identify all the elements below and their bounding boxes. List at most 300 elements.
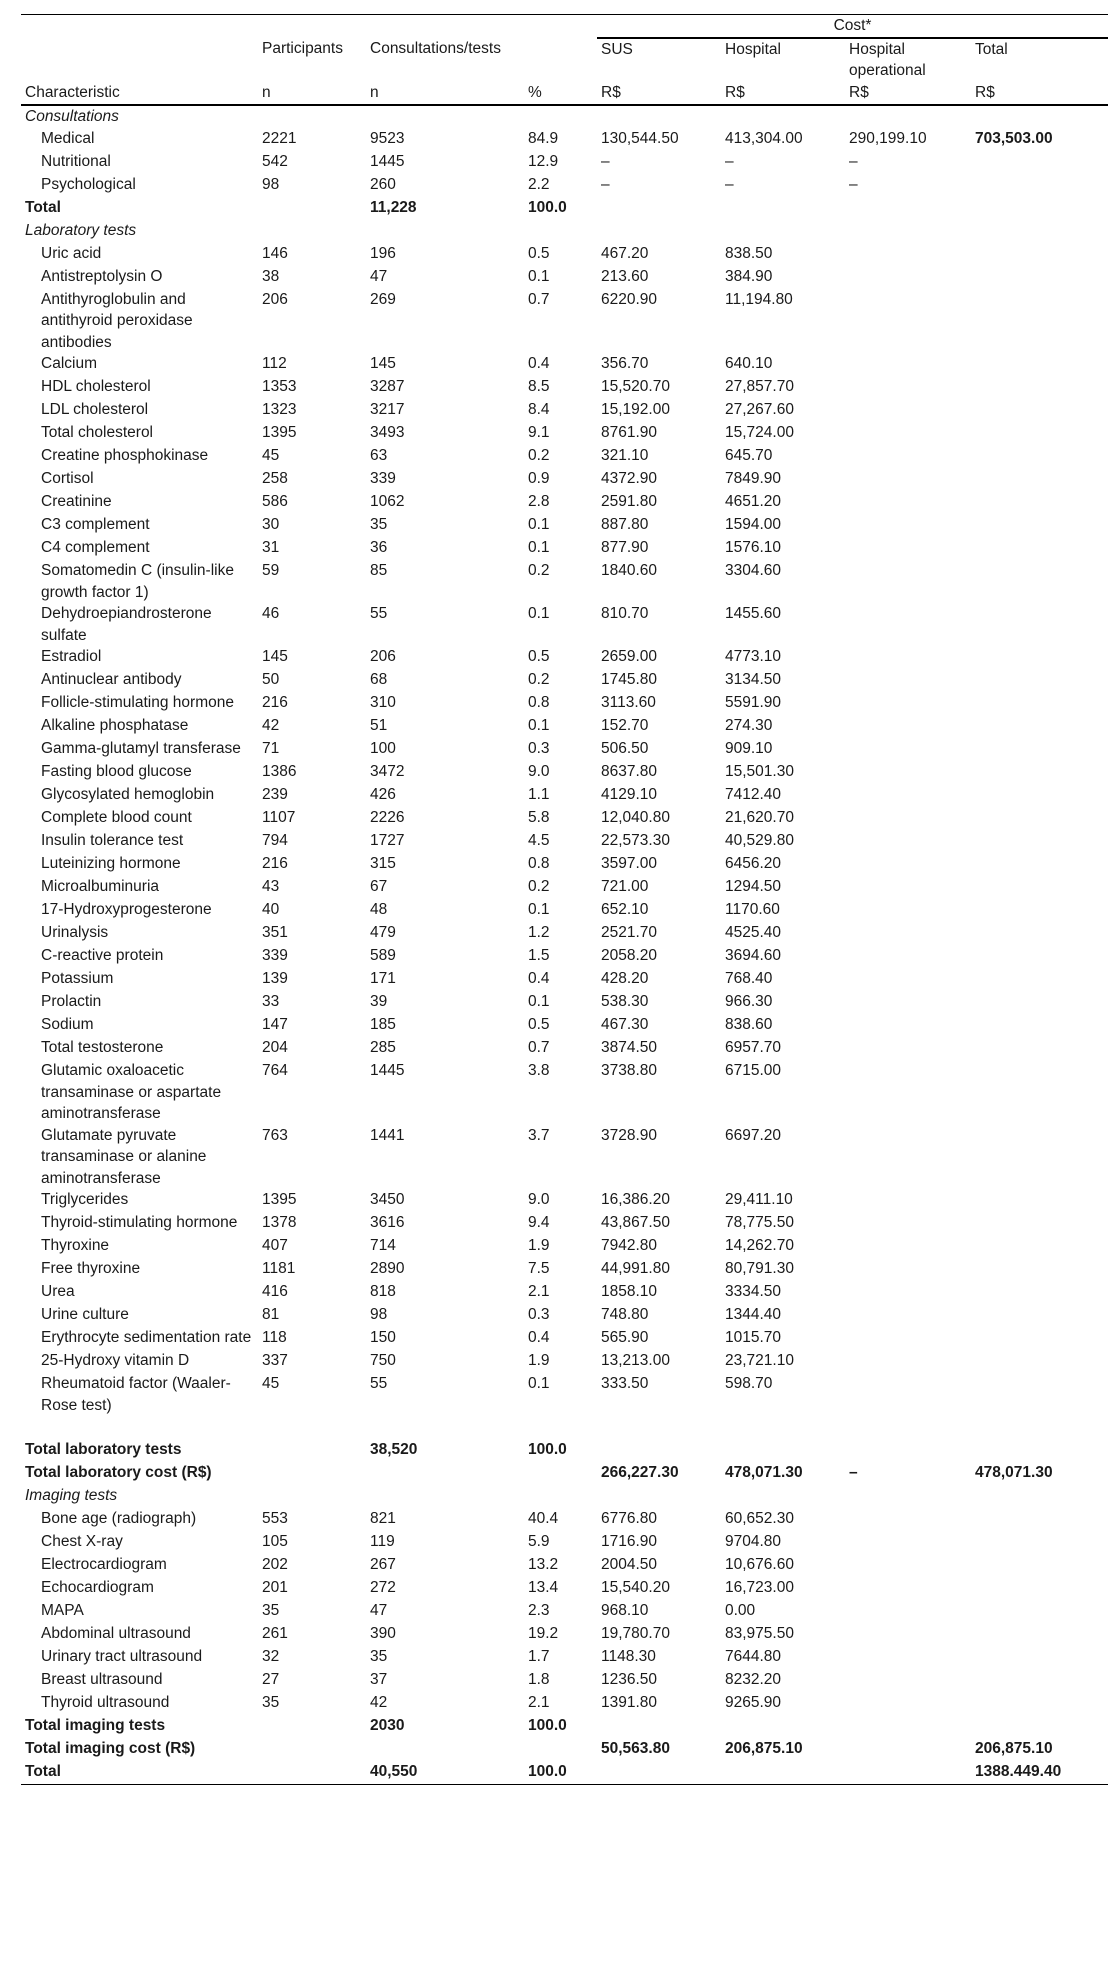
sus-cost-cell: 428.20 [601,970,649,987]
hospital-cost-cell: 15,501.30 [725,763,794,780]
sus-cost-cell: 321.10 [601,447,649,464]
tests-n-cell: 426 [370,786,396,803]
tests-n-cell: 1441 [370,1126,405,1144]
total-cost-cell [971,197,1108,220]
table-row [21,807,1108,830]
tests-n-cell: 821 [370,1510,396,1527]
characteristic-cell: Antistreptolysin O [41,267,163,285]
tests-n-header: n [366,82,524,105]
table-row [21,830,1108,853]
participants-n-cell: 258 [262,470,288,487]
percent-cell: 3.8 [528,1062,550,1079]
hospital-cost-cell: 80,791.30 [725,1260,794,1277]
tests-n-cell: 150 [370,1329,396,1346]
tests-n-cell: 1445 [370,152,405,170]
characteristic-cell: Total imaging cost (R$) [25,1740,196,1757]
sus-cost-cell: 130,544.50 [601,129,679,147]
sus-cost-cell: 333.50 [601,1375,649,1392]
percent-cell: 1.2 [528,924,550,941]
total-cost-cell [971,1669,1108,1692]
tests-n-cell: 11,228 [370,198,417,216]
characteristic-cell: Thyroid ultrasound [41,1694,170,1711]
participants-n-cell: 27 [262,1671,280,1688]
sus-cost-cell: 12,040.80 [601,809,670,826]
hospital-operational-cost-cell [845,1531,971,1554]
participants-n-cell: 553 [262,1510,288,1527]
total-cost-cell [971,853,1108,876]
tests-n-cell: 55 [370,605,388,622]
characteristic-cell: Antinuclear antibody [41,671,182,688]
characteristic-cell: Urine culture [41,1306,129,1323]
tests-n-cell: 272 [370,1579,396,1596]
sus-cost-cell: 43,867.50 [601,1214,670,1231]
sus-cost-cell [597,1439,721,1462]
table-row [21,1060,1108,1125]
percent-cell: 0.1 [528,267,550,285]
hospital-cost-cell: 645.70 [725,447,773,464]
sus-cost-cell: 3874.50 [601,1039,658,1056]
characteristic-cell: Total testosterone [41,1039,164,1056]
percent-cell: 0.5 [528,244,550,262]
hospital-operational-cost-cell: – [849,1464,858,1481]
consultations-tests-header: Consultations/tests [370,39,501,57]
table-row [21,1669,1108,1692]
hospital-cost-cell: 3694.60 [725,947,782,964]
sus-cost-cell: 4372.90 [601,470,658,487]
total-cost-cell [971,1577,1108,1600]
tests-n-cell: 40,550 [366,1761,524,1784]
characteristic-cell: Nutritional [41,152,111,170]
characteristic-cell: Creatinine [41,493,112,510]
hospital-operational-cost-cell [845,1646,971,1669]
total-cost-cell [971,922,1108,945]
section-row [21,105,1108,128]
characteristic-cell: Fasting blood glucose [41,763,192,780]
sus-cost-cell: 22,573.30 [601,832,670,849]
tests-n-cell: 35 [370,1648,388,1665]
hospital-cost-cell: 78,775.50 [725,1214,794,1231]
percent-cell: 9.4 [528,1214,550,1231]
table-row [21,514,1108,537]
table-body [21,105,1108,1785]
percent-cell: 0.2 [528,671,550,688]
table-row [21,399,1108,422]
tests-n-cell: 47 [370,267,388,285]
total-cost-cell [971,537,1108,560]
hospital-operational-cost-cell [845,197,971,220]
characteristic-cell: Medical [41,129,95,147]
sus-cost-cell: 2659.00 [601,648,658,665]
characteristic-cell: Total cholesterol [41,424,154,441]
table-row [21,243,1108,266]
participants-n-cell: 118 [262,1329,287,1346]
hospital-cost-cell: 909.10 [725,740,773,757]
sus-cost-cell: 2058.20 [601,947,658,964]
hospital-operational-cost-cell [845,830,971,853]
participants-n-cell: 261 [262,1625,288,1642]
sus-header: SUS [601,40,633,58]
tests-n-cell: 48 [370,901,388,918]
hospital-operational-cost-cell [845,243,971,266]
hospital-operational-cost-cell [845,445,971,468]
characteristic-cell: HDL cholesterol [41,378,151,395]
characteristic-cell: Urinary tract ultrasound [41,1648,203,1665]
percent-cell: 2.2 [528,175,550,193]
total-cost-cell [971,968,1108,991]
table-row [21,1531,1108,1554]
participants-n-cell: 42 [262,717,280,734]
sus-cost-cell: 565.90 [601,1329,649,1346]
hospital-operational-cost-cell [845,537,971,560]
percent-cell: 0.2 [528,878,550,895]
hospital-operational-cost-cell: – [849,175,858,193]
total-cost-cell [971,1281,1108,1304]
table-row [21,376,1108,399]
table-row [21,991,1108,1014]
characteristic-cell: Calcium [41,355,97,372]
tests-n-cell: 3616 [370,1214,405,1231]
characteristic-header: Characteristic [21,82,258,105]
sus-cost-cell: 1236.50 [601,1671,658,1688]
percent-cell: 0.1 [528,605,550,622]
participants-n-cell: 416 [262,1283,288,1300]
participants-n-cell: 2221 [262,129,297,147]
participants-n-cell: 139 [262,970,288,987]
table-row [21,1037,1108,1060]
percent-cell: 13.4 [528,1579,559,1596]
hospital-operational-header: Hospital operational [849,40,926,79]
tests-n-cell: 714 [370,1237,396,1254]
table-row [21,491,1108,514]
hospital-cost-cell: 838.60 [725,1016,773,1033]
hospital-operational-cost-cell [845,1577,971,1600]
participants-n-cell: 542 [262,152,288,170]
hospital-cost-cell: 6697.20 [725,1126,782,1144]
total-cost-cell [971,399,1108,422]
percent-cell: 0.3 [528,1306,550,1323]
hospital-cost-cell: 21,620.70 [725,809,794,826]
percent-cell: 1.1 [528,786,550,803]
total-cost-cell [971,807,1108,830]
characteristic-cell: Microalbuminuria [41,878,160,895]
sus-cost-cell: 19,780.70 [601,1625,670,1642]
characteristic-cell: Complete blood count [41,809,192,826]
hospital-operational-cost-cell [845,1669,971,1692]
characteristic-cell: 17-Hydroxyprogesterone [41,901,212,918]
characteristic-cell: Thyroid-stimulating hormone [41,1214,238,1231]
participants-n-cell: 1323 [262,401,297,418]
table-row [21,1327,1108,1350]
total-cost-cell [971,761,1108,784]
table-row [21,761,1108,784]
sus-cost-cell: 3738.80 [601,1062,658,1079]
header-blank-2 [21,38,258,82]
characteristic-cell: Chest X-ray [41,1533,123,1550]
characteristic-cell: LDL cholesterol [41,401,149,418]
sus-cost-cell [597,1715,721,1738]
tests-n-cell: 339 [370,470,396,487]
characteristic-cell: Total [25,198,61,216]
table-row [21,692,1108,715]
hospital-operational-cost-cell [845,968,971,991]
tests-n-cell: 315 [370,855,396,872]
tests-n-cell: 55 [370,1375,388,1392]
percent-cell: 12.9 [528,152,559,170]
total-cost-cell [971,876,1108,899]
participants-n-cell: 216 [262,855,288,872]
sus-cost-cell: 2591.80 [601,493,658,510]
hospital-operational-cost-cell [845,1600,971,1623]
participants-n-cell: 204 [262,1039,288,1056]
percent-cell: 5.9 [528,1533,550,1550]
participants-n-cell: 30 [262,516,280,533]
hospital-cost-cell: 14,262.70 [725,1237,794,1254]
sus-cost-cell: 15,540.20 [601,1579,670,1596]
tests-n-cell: 37 [370,1671,388,1688]
percent-cell: 9.1 [528,424,550,441]
hospital-operational-cost-cell [845,468,971,491]
sus-cost-cell: 1840.60 [601,562,658,579]
percent-cell: 1.9 [528,1237,550,1254]
percent-cell: 0.5 [528,1016,550,1033]
participants-n-cell: 81 [262,1306,280,1323]
tests-n-cell: 285 [370,1039,396,1056]
sus-cost-cell: 2521.70 [601,924,658,941]
table-row [21,1623,1108,1646]
percent-cell: 8.5 [528,378,550,395]
table-row [21,968,1108,991]
participants-n-cell: 407 [262,1237,288,1254]
sus-cost-cell: 1716.90 [601,1533,658,1550]
characteristic-cell: Alkaline phosphatase [41,717,189,734]
total-cost-cell [971,1235,1108,1258]
sus-cost-cell: 810.70 [601,605,649,622]
table-row [21,1258,1108,1281]
sus-cost-cell: 1391.80 [601,1694,658,1711]
total-cost-cell [971,289,1108,354]
spacer-row [21,1416,1108,1439]
participants-n-cell [258,1738,366,1761]
total-cost-cell: 206,875.10 [975,1740,1053,1757]
section-row [21,1485,1108,1508]
hospital-cost-cell: 1294.50 [725,878,782,895]
tests-n-cell: 196 [370,244,396,262]
percent-cell: 0.1 [528,717,550,734]
percent-cell: 1.9 [528,1352,550,1369]
characteristic-cell: Gamma-glutamyl transferase [41,740,241,757]
characteristic-cell: Urinalysis [41,924,109,941]
hospital-cost-cell: 1015.70 [725,1329,782,1346]
sus-cost-cell: 1148.30 [601,1648,656,1665]
characteristic-cell: Prolactin [41,993,102,1010]
percent-cell: 0.4 [528,1329,550,1346]
hospital-operational-cost-cell: 290,199.10 [849,129,927,147]
hospital-cost-cell: 27,857.70 [725,378,794,395]
characteristic-cell: Somatomedin C (insulin-like growth factor 1) [41,562,234,601]
hospital-operational-cost-cell [845,422,971,445]
hospital-cost-cell: 478,071.30 [725,1464,803,1481]
hospital-cost-cell: 598.70 [725,1375,773,1392]
hospital-operational-cost-cell [845,1189,971,1212]
sus-cost-cell: 3113.60 [601,694,656,711]
hospital-operational-cost-cell [845,1037,971,1060]
table-row [21,1304,1108,1327]
table-row [21,128,1108,151]
total-cost-cell [971,1508,1108,1531]
sus-cost-cell: 1745.80 [601,671,658,688]
percent-cell: 3.7 [528,1126,550,1144]
hospital-operational-cost-cell [845,1212,971,1235]
tests-n-cell: 2030 [370,1717,405,1734]
hospital-operational-cost-cell [845,1439,971,1462]
percent-cell [524,1738,597,1761]
percent-cell: 0.1 [528,1375,550,1392]
hospital-cost-cell: 6715.00 [725,1062,782,1079]
characteristic-cell: Thyroxine [41,1237,110,1254]
tests-n-cell: 1727 [370,832,405,849]
characteristic-cell: Rheumatoid factor (Waaler-Rose test) [41,1375,231,1414]
percent-cell: 4.5 [528,832,550,849]
participants-n-cell: 586 [262,493,288,510]
characteristic-cell: Glutamate pyruvate transaminase or alanine aminotransferase [41,1126,207,1187]
total-cost-cell [971,899,1108,922]
total-cost-cell [971,603,1108,646]
characteristic-cell: Abdominal ultrasound [41,1625,191,1642]
tests-n-cell: 818 [370,1283,396,1300]
hospital-operational-cost-cell [845,1281,971,1304]
participants-n-cell: 206 [262,290,288,308]
total-cost-cell [971,174,1108,197]
total-cost-cell [971,1014,1108,1037]
participants-n-cell: 50 [262,671,280,688]
total-cost-cell [971,1373,1108,1416]
hospital-operational-cost-cell [845,560,971,603]
participants-n-cell: 1378 [262,1214,297,1231]
participants-header: Participants [262,39,343,57]
total-cost-cell [971,830,1108,853]
total-cost-cell [971,669,1108,692]
participants-n-cell: 147 [262,1016,288,1033]
percent-cell: 8.4 [528,401,550,418]
total-cost-cell [971,1037,1108,1060]
tests-n-cell: 589 [370,947,396,964]
participants-n-cell: 337 [262,1352,288,1369]
percent-cell: 2.3 [528,1602,550,1619]
characteristic-cell: Estradiol [41,648,102,665]
participants-n-cell: 46 [262,605,280,622]
participants-n-cell: 202 [262,1556,288,1573]
participants-n-cell: 216 [262,694,288,711]
participants-n-cell: 38 [262,267,280,285]
characteristic-cell: Bone age (radiograph) [41,1510,197,1527]
tests-n-cell: 42 [370,1694,388,1711]
table-row [21,1577,1108,1600]
hospital-cost-cell: 6957.70 [725,1039,782,1056]
hospital-cost-cell: 15,724.00 [725,424,794,441]
participants-n-cell: 32 [262,1648,280,1665]
characteristic-cell: Erythrocyte sedimentation rate [41,1329,252,1346]
hospital-cost-cell: 8232.20 [725,1671,782,1688]
percent-cell: 84.9 [528,129,559,147]
hospital-operational-cost-cell [845,1508,971,1531]
cost-table [21,14,1108,1785]
total-cost-cell [971,692,1108,715]
tests-n-cell: 85 [370,562,388,579]
hospital-cost-cell: 274.30 [725,717,773,734]
sus-cost-cell: 8761.90 [601,424,658,441]
hospital-cost-cell: – [725,152,734,170]
tests-n-cell: 35 [370,516,388,533]
total-cost-cell [971,1439,1108,1462]
percent-cell: 0.4 [528,970,550,987]
hospital-operational-cost-cell [845,289,971,354]
hospital-operational-cost-cell [845,692,971,715]
hospital-cost-cell: 10,676.60 [725,1556,794,1573]
percent-cell: 0.3 [528,740,550,757]
participants-n-cell: 239 [262,786,288,803]
characteristic-cell: Free thyroxine [41,1260,141,1277]
participants-n-header: n [258,82,366,105]
sus-cost-cell: 3728.90 [601,1126,658,1144]
characteristic-cell: Total laboratory cost (R$) [25,1464,212,1481]
percent-cell: 2.1 [528,1694,550,1711]
hospital-operational-cost-cell [845,266,971,289]
hospital-operational-cost-cell [845,1060,971,1125]
participants-n-cell: 31 [262,539,280,556]
tests-n-cell: 36 [370,539,388,556]
percent-cell: 0.1 [528,993,550,1010]
sus-cost-cell: 6776.80 [601,1510,658,1527]
tests-n-cell: 145 [370,355,396,372]
participants-n-cell: 1395 [262,1191,297,1208]
total-cost-cell [971,646,1108,669]
hospital-cost-cell: 838.50 [725,244,773,262]
participants-n-cell [258,197,366,220]
total-cost-cell [971,1531,1108,1554]
percent-cell: 2.1 [528,1283,550,1300]
hospital-cost-cell: 11,194.80 [725,290,793,308]
hospital-operational-cost-cell [845,1738,971,1761]
hospital-operational-cost-cell [845,646,971,669]
tests-n-cell: 3472 [370,763,405,780]
sus-cost-cell: 152.70 [601,717,649,734]
sus-cost-cell: 4129.10 [601,786,658,803]
total-cost-cell [971,445,1108,468]
participants-n-cell: 145 [262,648,288,665]
sus-cost-cell [597,1761,721,1784]
tests-n-cell: 310 [370,694,396,711]
hospital-operational-cost-cell [845,784,971,807]
tests-n-cell: 51 [370,717,388,734]
hospital-cost-cell: 23,721.10 [725,1352,794,1369]
sus-cost-cell: 467.20 [601,244,649,262]
section-row [21,220,1108,243]
sus-cost-cell: 721.00 [601,878,649,895]
percent-cell: 1.8 [528,1671,550,1688]
header-blank-3 [524,38,597,82]
hospital-operational-cost-cell [845,353,971,376]
characteristic-cell: Potassium [41,970,114,987]
hospital-cost-cell: 6456.20 [725,855,782,872]
table-row [21,669,1108,692]
table-row [21,1646,1108,1669]
table-row [21,945,1108,968]
total-cost-cell [971,738,1108,761]
hospital-operational-cost-cell [845,945,971,968]
total-cost-cell [971,1125,1108,1190]
tests-n-cell: 68 [370,671,388,688]
hospital-operational-cost-cell [845,1327,971,1350]
